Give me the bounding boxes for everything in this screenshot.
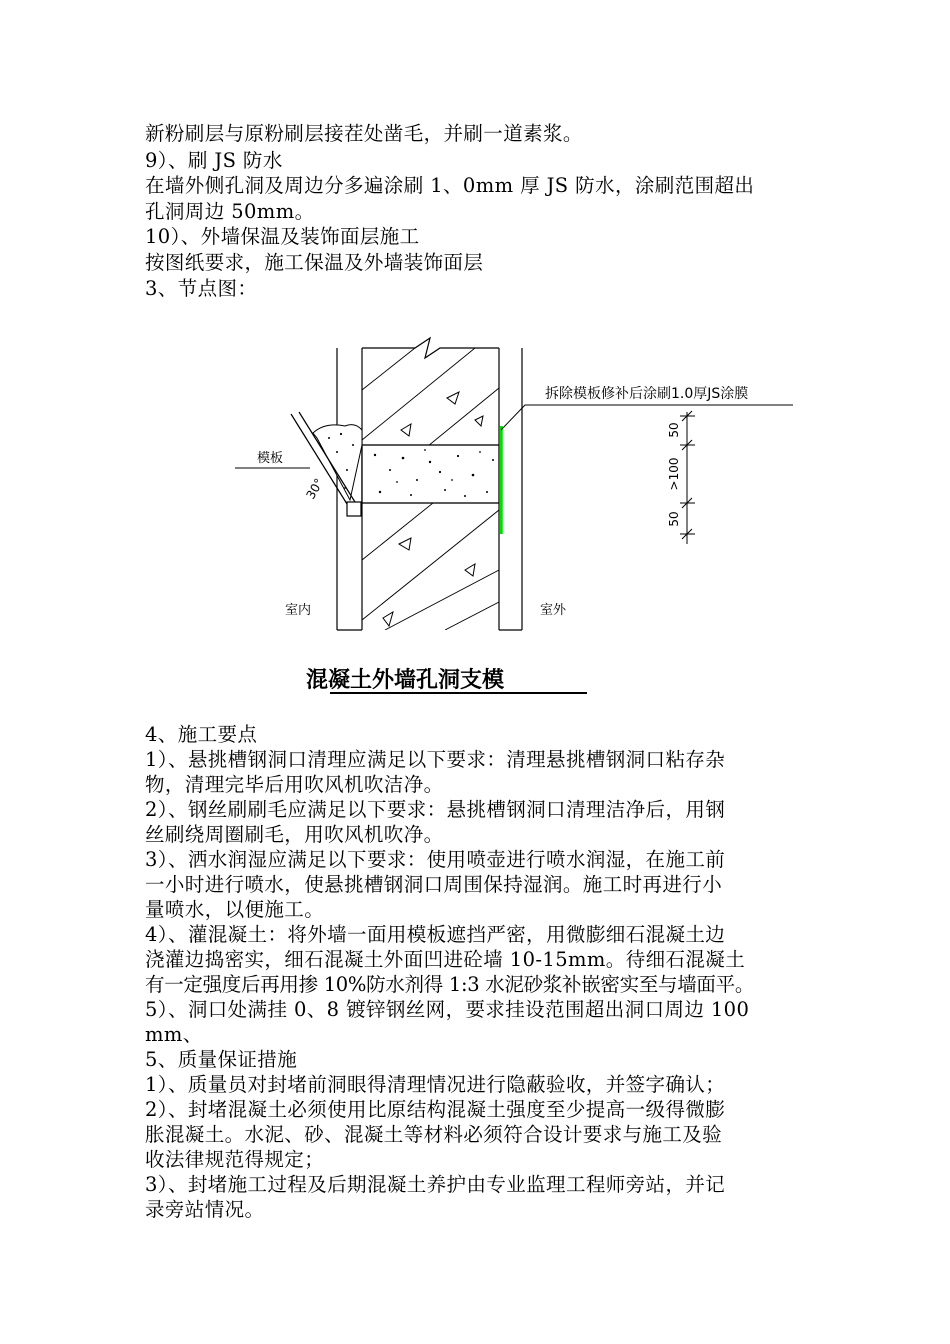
outdoor-label: 室外 <box>540 603 567 618</box>
membrane-note: 拆除模板修补后涂刷1.0厚JS涂膜 <box>545 386 749 402</box>
text-line: 5）、洞口处满挂 0、8 镀锌钢丝网，要求挂设范围超出洞口周边 100 <box>145 998 750 1021</box>
text-line: 物，清理完毕后用吹风机吹洁净。 <box>145 773 444 796</box>
indoor-label: 室内 <box>285 603 312 618</box>
text-line: 孔洞周边 50mm。 <box>145 200 315 223</box>
text-line: 收法律规范得规定； <box>145 1148 325 1171</box>
formwork-label: 模板 <box>257 451 284 466</box>
text-line: 丝刷绕周圈刷毛，用吹风机吹净。 <box>145 823 444 846</box>
text-line: 录旁站情况。 <box>145 1198 265 1221</box>
section-heading: 3、节点图： <box>145 277 258 300</box>
text-line: 3）、洒水润湿应满足以下要求：使用喷壶进行喷水润湿，在施工前 <box>145 848 726 871</box>
dim-top: 50 <box>667 422 681 438</box>
text-line: 10）、外墙保温及装饰面层施工 <box>145 225 420 248</box>
text-line: 1）、质量员对封堵前洞眼得清理情况进行隐蔽验收，并签字确认； <box>145 1073 726 1096</box>
text-line: 在墙外侧孔洞及周边分多遍涂刷 1、0mm 厚 JS 防水，涂刷范围超出 <box>145 174 755 197</box>
text-line: 一小时进行喷水，使悬挑槽钢洞口周围保持湿润。施工时再进行小 <box>145 873 723 896</box>
hole-infill <box>362 445 499 503</box>
text-line: 按图纸要求，施工保温及外墙装饰面层 <box>145 251 484 274</box>
figure-caption: 混凝土外墙孔洞支模 <box>305 668 505 693</box>
text-line: mm、 <box>145 1023 203 1046</box>
text-line: 新粉刷层与原粉刷层接茬处凿毛，并刷一道素浆。 <box>145 122 583 145</box>
dim-bottom: 50 <box>667 511 681 527</box>
text-line: 2）、封堵混凝土必须使用比原结构混凝土强度至少提高一级得微膨 <box>145 1098 726 1121</box>
text-line: 9）、刷 JS 防水 <box>145 149 283 172</box>
section-heading: 5、质量保证措施 <box>145 1048 298 1071</box>
section-heading: 4、施工要点 <box>145 723 258 746</box>
text-line: 浇灌边捣密实，细石混凝土外面凹进砼墙 10-15mm。待细石混凝土 <box>145 948 746 971</box>
dimension-chain <box>680 411 695 544</box>
text-line: 胀混凝土。水泥、砂、混凝土等材料必须符合设计要求与施工及验 <box>145 1123 723 1146</box>
text-line: 量喷水，以便施工。 <box>145 898 325 921</box>
text-line: 1）、悬挑槽钢洞口清理应满足以下要求：清理悬挑槽钢洞口粘存杂 <box>145 748 726 771</box>
text-line: 有一定强度后再用掺 10%防水剂得 1:3 水泥砂浆补嵌密实至与墙面平。 <box>145 973 755 996</box>
note-leader <box>501 405 793 430</box>
angle-label: 30° <box>303 476 327 502</box>
text-line: 2）、钢丝刷刷毛应满足以下要求：悬挑槽钢洞口清理洁净后，用钢 <box>145 798 726 821</box>
node-diagram <box>225 330 805 705</box>
text-line: 3）、封堵施工过程及后期混凝土养护由专业监理工程师旁站，并记 <box>145 1173 726 1196</box>
dim-mid: >100 <box>667 457 681 491</box>
text-line: 4）、灌混凝土：将外墙一面用模板遮挡严密，用微膨细石混凝土边 <box>145 923 726 946</box>
